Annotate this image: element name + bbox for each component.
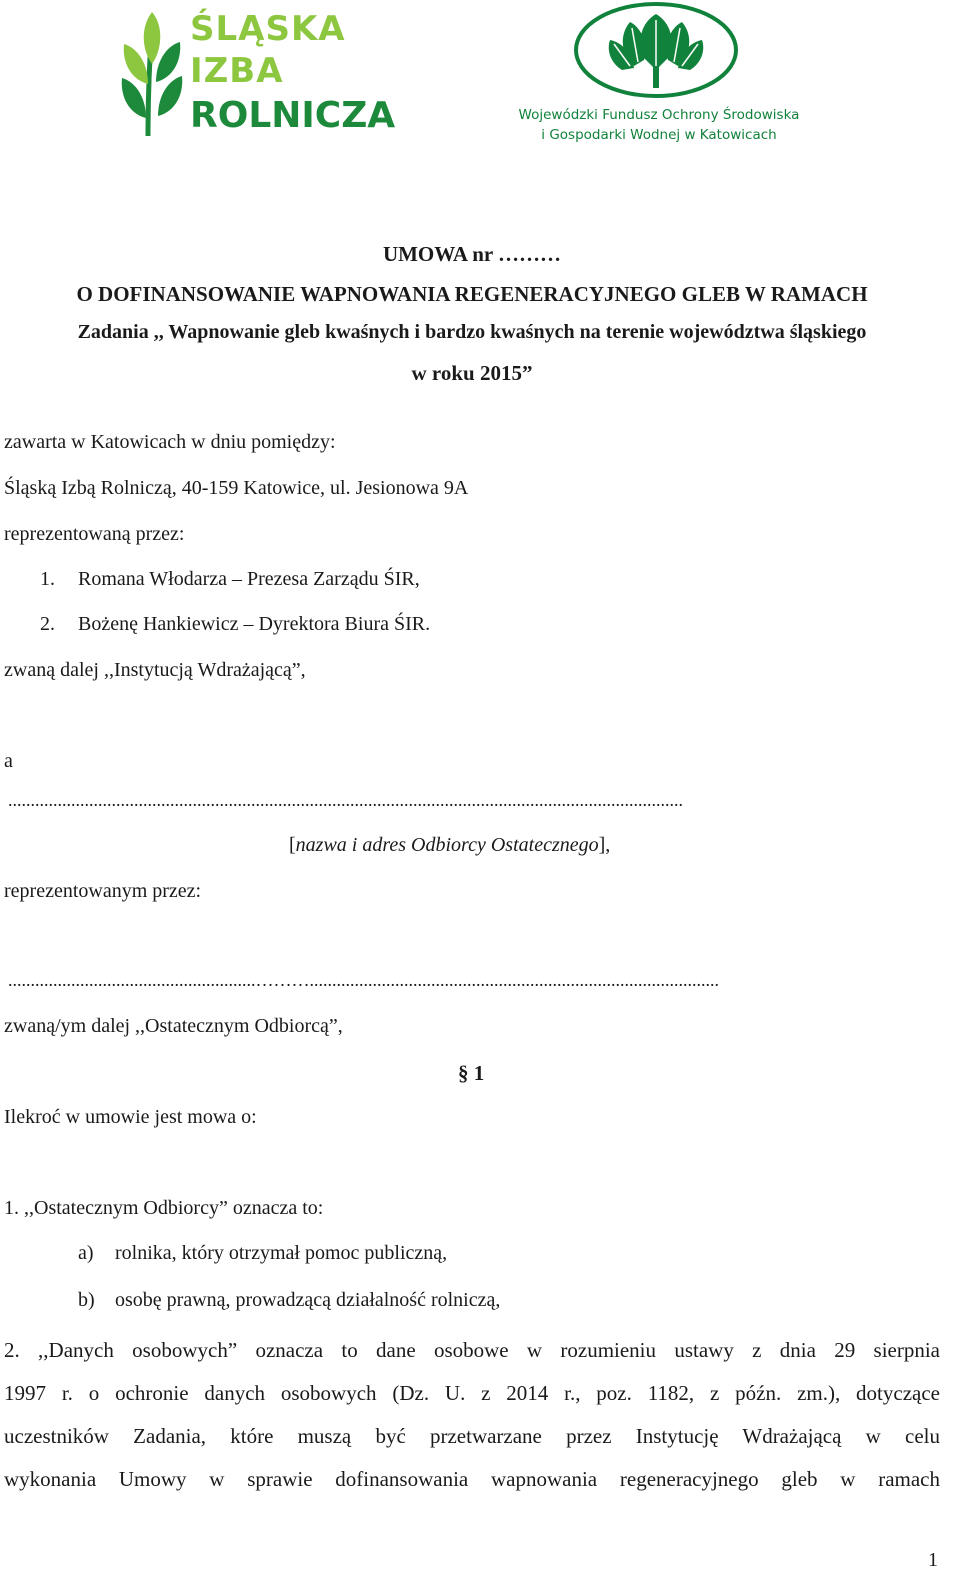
- recipient-name-blank: ......................................................................................................................................................: [8, 790, 683, 810]
- representative-number: 2.: [40, 613, 55, 635]
- logo-wfosigw-katowice: [518, 0, 808, 160]
- definition-item-2-line: wykonania Umowy w sprawie dofinansowania wapnowania regeneracyjnego gleb w ramach: [4, 1467, 940, 1491]
- leaf-emblem-icon: [518, 0, 808, 105]
- representative-2: Bożenę Hankiewicz – Dyrektora Biura ŚIR.: [78, 613, 431, 635]
- contract-task-line: Zadania ,, Wapnowanie gleb kwaśnych i bardzo kwaśnych na terenie województwa śląskiego: [77, 321, 867, 343]
- represented-by-label: reprezentowaną przez:: [4, 523, 185, 545]
- representative-1: Romana Włodarza – Prezesa Zarządu ŚIR,: [78, 568, 420, 590]
- section-intro: Ilekroć w umowie jest mowa o:: [4, 1106, 257, 1128]
- wheat-leaf-icon: [118, 6, 188, 141]
- definition-item-2-line: 1997 r. o ochronie danych osobowych (Dz. U. z 2014 r., poz. 1182, z późn. zm.), dotyczące: [4, 1381, 940, 1405]
- section-symbol: § 1: [458, 1061, 485, 1085]
- contract-year-line: w roku 2015”: [411, 361, 533, 385]
- logo-line-slaska: ŚLĄSKA: [190, 9, 346, 49]
- sub-item-a: rolnika, który otrzymał pomoc publiczną,: [115, 1242, 448, 1264]
- definition-item-1: 1. ,,Ostatecznym Odbiorcy” oznacza to:: [4, 1197, 324, 1219]
- concluded-line: zawarta w Katowicach w dniu pomiędzy:: [4, 431, 336, 453]
- contract-title: UMOWA nr ………: [382, 242, 562, 266]
- institution-address: Śląską Izbą Rolniczą, 40-159 Katowice, ul. Jesionowa 9A: [4, 477, 469, 499]
- represented-by-label-2: reprezentowanym przez:: [4, 880, 202, 902]
- logo-wfos-line-2: i Gospodarki Wodnej w Katowicach: [541, 127, 777, 143]
- called-institution: zwaną dalej ,,Instytucją Wdrażającą”,: [4, 659, 306, 681]
- recipient-placeholder: [nazwa i adres Odbiorcy Ostatecznego],: [289, 834, 611, 856]
- sub-item-letter: a): [78, 1242, 94, 1264]
- representative-number: 1.: [40, 568, 55, 590]
- sub-item-b: osobę prawną, prowadzącą działalność rolniczą,: [115, 1289, 501, 1311]
- contract-subtitle: O DOFINANSOWANIE WAPNOWANIA REGENERACYJNEGO GLEB W RAMACH: [76, 282, 868, 306]
- sub-item-letter: b): [78, 1289, 95, 1311]
- conjunction-a: a: [4, 750, 13, 772]
- definition-item-2-line: uczestników Zadania, które muszą być przetwarzane przez Instytucję Wdrażającą w celu: [4, 1424, 940, 1448]
- logo-line-rolnicza: ROLNICZA: [190, 95, 396, 136]
- logo-wfos-line-1: Wojewódzki Fundusz Ochrony Środowiska: [518, 107, 800, 123]
- called-recipient: zwaną/ym dalej ,,Ostatecznym Odbiorcą”,: [4, 1015, 343, 1037]
- logo-slaska-izba-rolnicza: [118, 6, 408, 146]
- logo-line-izba: IZBA: [190, 51, 284, 91]
- page-number: 1: [928, 1549, 938, 1571]
- recipient-representative-blank: .......................................................………...........................................................................................: [8, 970, 719, 990]
- definition-item-2-line: 2. ,,Danych osobowych” oznacza to dane osobowe w rozumieniu ustawy z dnia 29 sierpnia: [4, 1338, 940, 1362]
